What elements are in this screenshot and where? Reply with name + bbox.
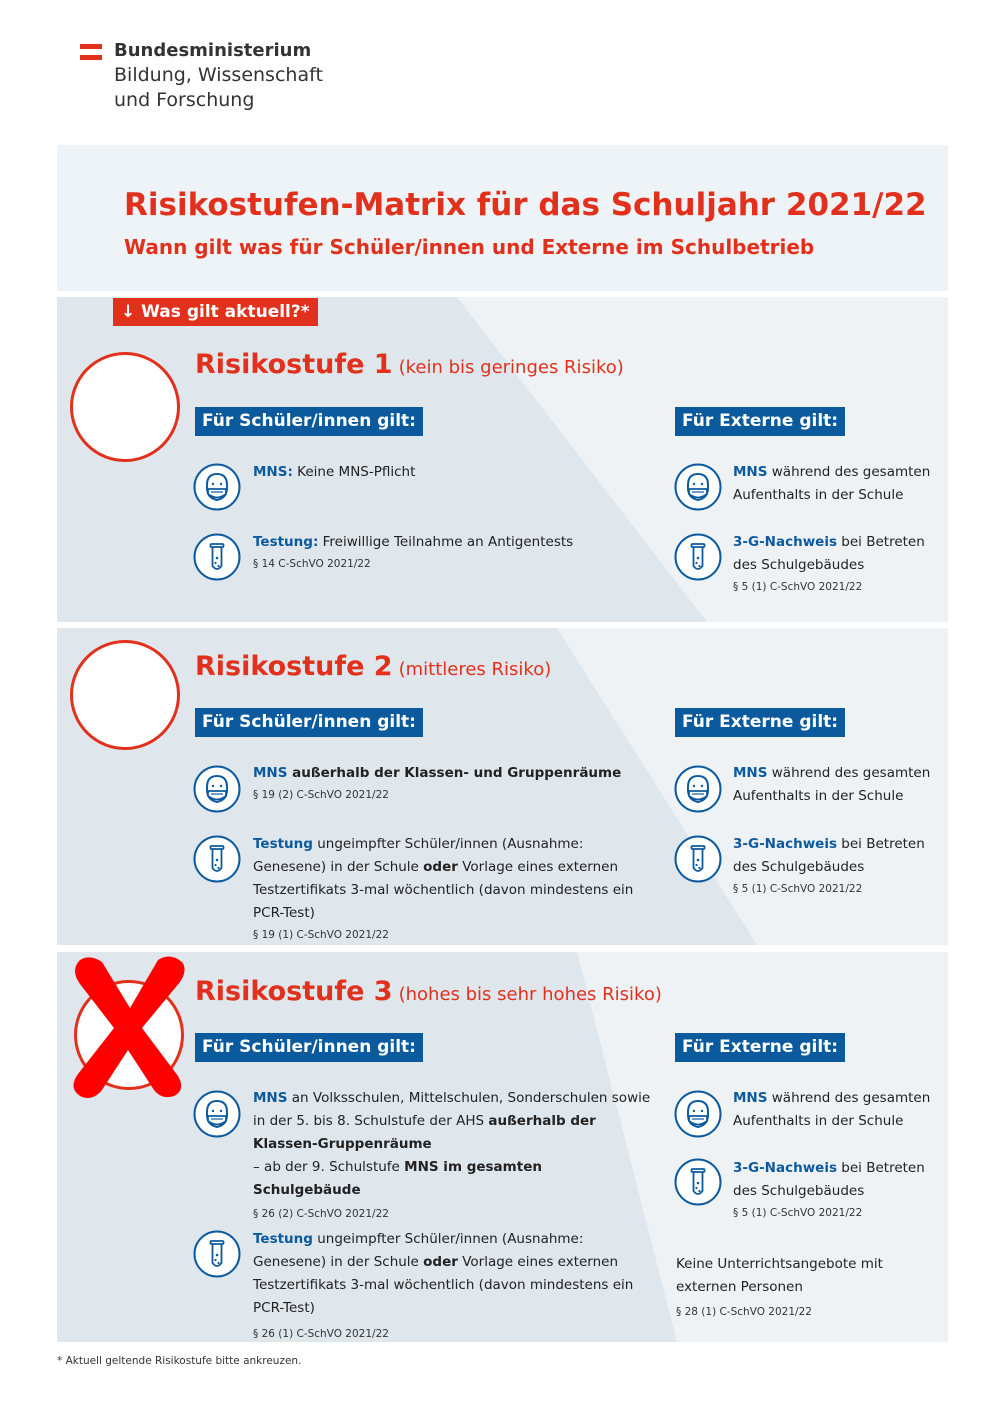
level-2-students-label: Für Schüler/innen gilt: xyxy=(195,708,423,737)
logo-line-3: und Forschung xyxy=(114,89,255,111)
level-1-students-test: Testung: Freiwillige Teilnahme an Antigentests § 14 C-SchVO 2021/22 xyxy=(253,534,574,570)
level-3-externals-extra: Keine Unterrichtsangebote mit externen Personen § 28 (1) C-SchVO 2021/22 xyxy=(676,1256,883,1318)
face-mask-icon xyxy=(193,463,241,511)
level-3-students-label: Für Schüler/innen gilt: xyxy=(195,1033,423,1062)
test-tube-icon xyxy=(674,533,722,581)
page-title: Risikostufen-Matrix für das Schuljahr 2021/22 xyxy=(124,187,927,223)
level-3-students-test: Testung ungeimpfter Schüler/innen (Ausnahme: Genesene) in der Schule oder Vorlage eines externen Testzertifikats 3-mal wöchentlich (davon mindestens ein PCR-Test) § 26 (1) C-SchVO 2021/22 xyxy=(253,1231,634,1340)
level-2-externals-mns: MNS während des gesamten Aufenthalts in der Schule xyxy=(733,765,931,804)
logo-line-1: Bundesministerium xyxy=(114,40,312,61)
level-3-externals-label: Für Externe gilt: xyxy=(675,1033,845,1062)
level-2-title: Risikostufe 2 (mittleres Risiko) xyxy=(195,651,552,682)
level-1-checkbox[interactable] xyxy=(70,352,180,462)
face-mask-icon xyxy=(674,463,722,511)
level-2-students-mns: MNS außerhalb der Klassen- und Gruppenräume § 19 (2) C-SchVO 2021/22 xyxy=(253,765,622,801)
level-2-externals-label: Für Externe gilt: xyxy=(675,708,845,737)
face-mask-icon xyxy=(674,1090,722,1138)
face-mask-icon xyxy=(193,1090,241,1138)
footnote: * Aktuell geltende Risikostufe bitte ankreuzen. xyxy=(57,1355,302,1367)
level-2-externals-test: 3-G-Nachweis bei Betreten des Schulgebäudes § 5 (1) C-SchVO 2021/22 xyxy=(733,836,925,895)
cross-mark-icon xyxy=(66,950,192,1100)
face-mask-icon xyxy=(193,765,241,813)
page-subtitle: Wann gilt was für Schüler/innen und Externe im Schulbetrieb xyxy=(124,235,815,259)
face-mask-icon xyxy=(674,765,722,813)
austria-flag-icon xyxy=(80,44,102,60)
level-1-students-mns: MNS: Keine MNS-Pflicht xyxy=(253,464,416,480)
level-1-title: Risikostufe 1 (kein bis geringes Risiko) xyxy=(195,349,624,380)
level-3-externals-mns: MNS während des gesamten Aufenthalts in der Schule xyxy=(733,1090,931,1129)
test-tube-icon xyxy=(193,835,241,883)
level-3-students-mns: MNS an Volksschulen, Mittelschulen, Sonderschulen sowie in der 5. bis 8. Schulstufe der AHS außerhalb der Klassen-Gruppenräume – ab der 9. Schulstufe MNS im gesamten Schulgebäude § 26 (2) C-SchVO 2021/22 xyxy=(253,1090,651,1220)
level-3-externals-test: 3-G-Nachweis bei Betreten des Schulgebäudes § 5 (1) C-SchVO 2021/22 xyxy=(733,1160,925,1219)
level-1-externals-test: 3-G-Nachweis bei Betreten des Schulgebäudes § 5 (1) C-SchVO 2021/22 xyxy=(733,534,925,593)
logo-line-2: Bildung, Wissenschaft xyxy=(114,64,323,86)
level-2-students-test: Testung ungeimpfter Schüler/innen (Ausnahme: Genesene) in der Schule oder Vorlage eines externen Testzertifikats 3-mal wöchentlich (davon mindestens ein PCR-Test) § 19 (1) C-SchVO 2021/22 xyxy=(253,836,634,941)
test-tube-icon xyxy=(193,1230,241,1278)
level-3-title: Risikostufe 3 (hohes bis sehr hohes Risiko) xyxy=(195,976,662,1007)
test-tube-icon xyxy=(674,1158,722,1206)
level-2-checkbox[interactable] xyxy=(70,640,180,750)
level-1-externals-label: Für Externe gilt: xyxy=(675,407,845,436)
level-1-students-label: Für Schüler/innen gilt: xyxy=(195,407,423,436)
test-tube-icon xyxy=(674,835,722,883)
header-box xyxy=(57,145,948,291)
test-tube-icon xyxy=(193,533,241,581)
level-1-externals-mns: MNS während des gesamten Aufenthalts in der Schule xyxy=(733,464,931,503)
current-level-tag: ↓ Was gilt aktuell?* xyxy=(113,298,318,326)
